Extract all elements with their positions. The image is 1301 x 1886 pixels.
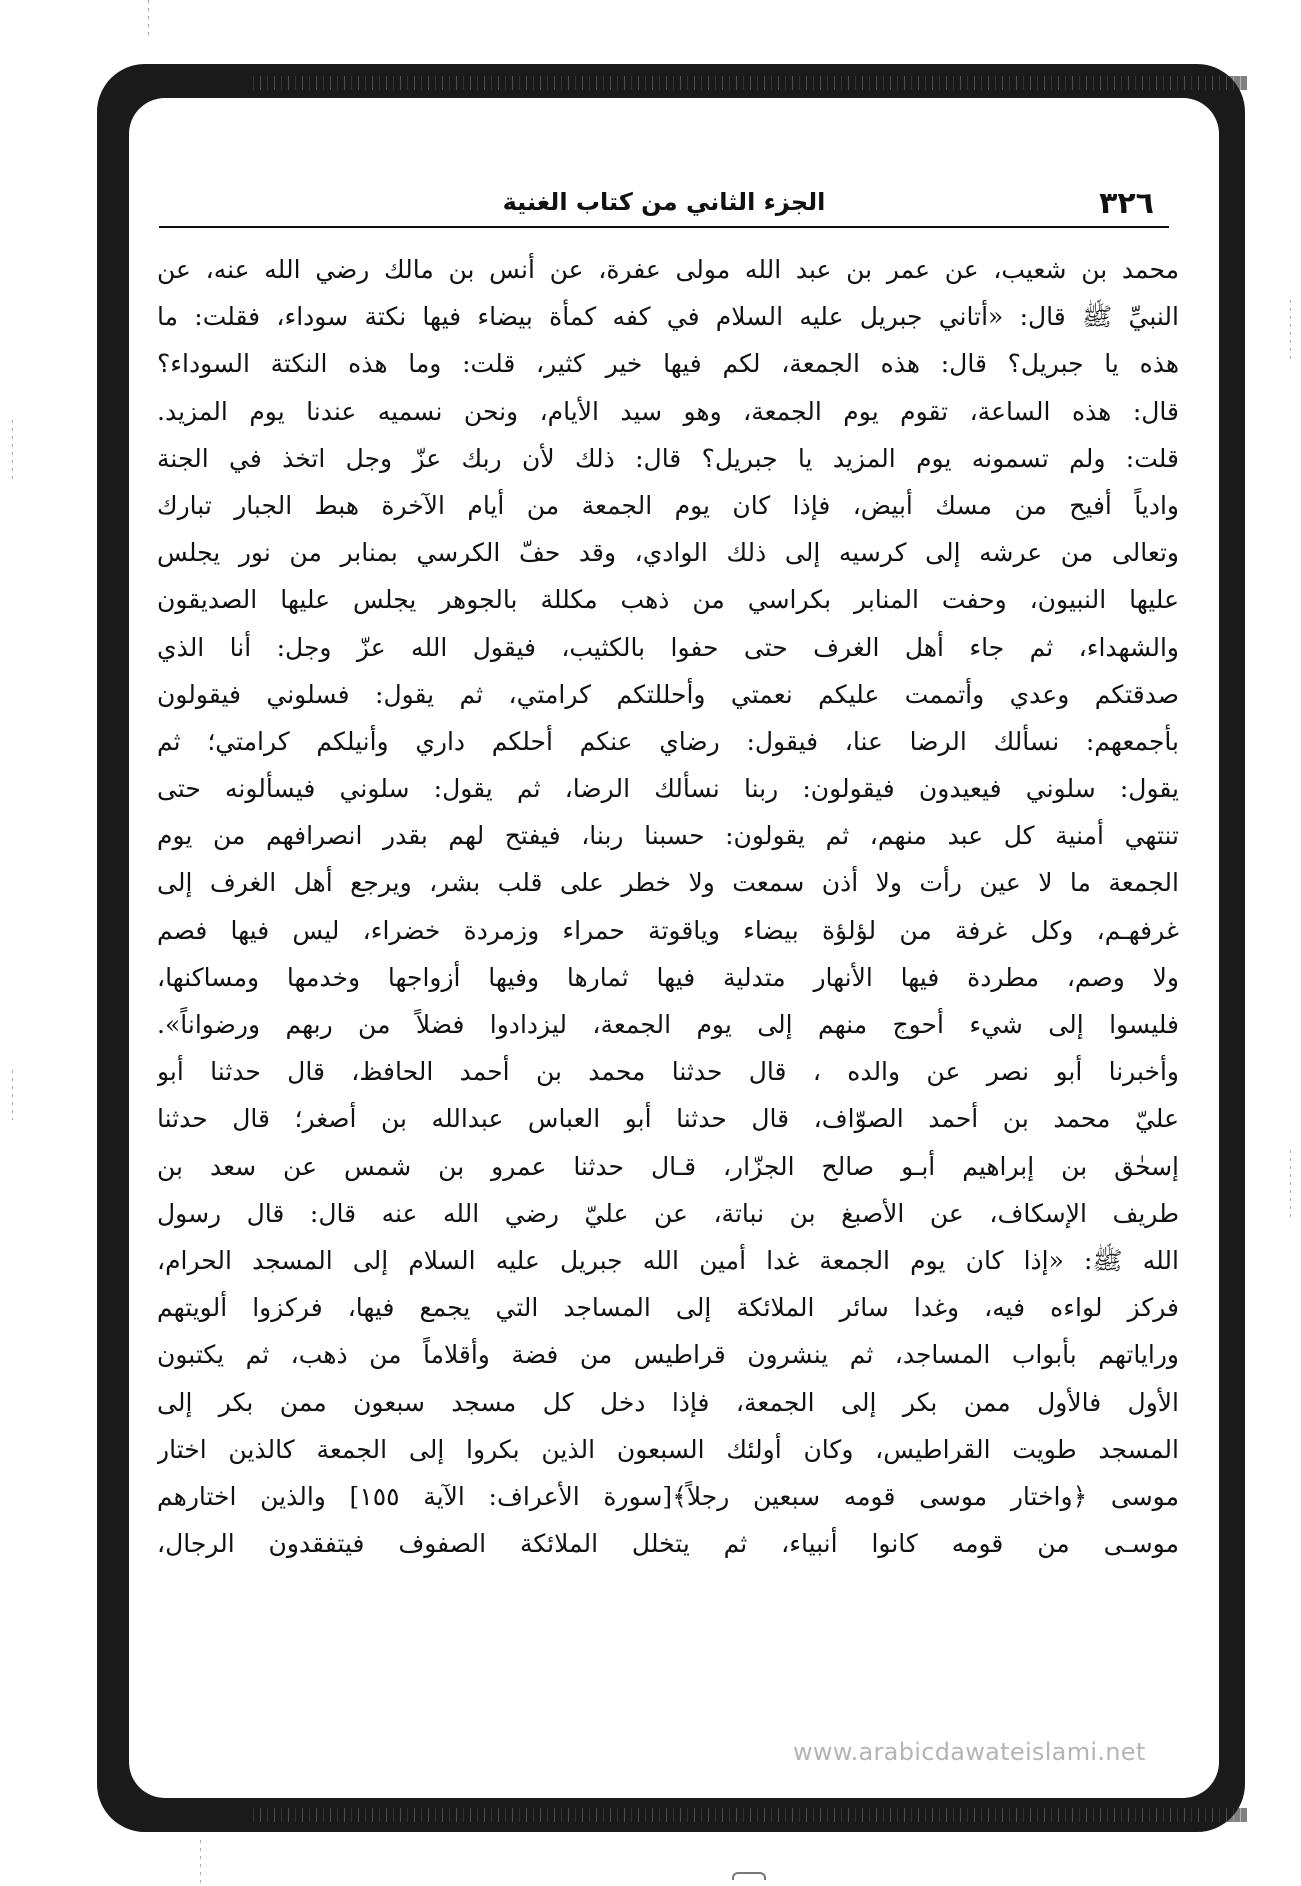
frame-scan-noise: [247, 1808, 1247, 1822]
text-line: الله ﷺ: «إذا كان يوم الجمعة غدا أمين الله جبريل عليه السلام إلى المسجد الحرام،: [157, 1245, 1179, 1275]
text-line: غرفهـم، وكل غرفة من لؤلؤة بيضاء وياقوتة حمراء وزمردة خضراء، ليس فيها فصم: [157, 915, 1179, 945]
text-line: موسـى من قومه كانوا أنبياء، ثم يتخلل الملائكة الصفوف فيتفقدون الرجال،: [157, 1529, 1179, 1559]
text-line: فليسوا إلى شيء أحوج منهم إلى يوم الجمعة، ليزدادوا فضلاً من ربهم ورضواناً».: [157, 1010, 1179, 1039]
text-line: وراياتهم بأبواب المساجد، ثم ينشرون قراطيس من فضة وأقلاماً من ذهب، ثم يكتبون: [157, 1340, 1179, 1370]
scan-artifact: [200, 1840, 201, 1886]
text-line: الأول فالأول ممن بكر إلى الجمعة، فإذا دخل كل مسجد سبعون ممن بكر إلى: [157, 1387, 1179, 1417]
text-line: محمد بن شعيب، عن عمر بن عبد الله مولى عفرة، عن أنس بن مالك رضي الله عنه، عن: [157, 255, 1179, 284]
text-line: هذه يا جبريل؟ قال: هذه الجمعة، لكم فيها خير كثير، قلت: وما هذه النكتة السوداء؟: [157, 349, 1179, 379]
text-line: فركز لواءه فيه، وغدا سائر الملائكة إلى المساجد التي يجمع فيها، فركزوا ألويتهم: [157, 1293, 1179, 1323]
text-line: المسجد طويت القراطيس، وكان أولئك السبعون الذين بكروا إلى الجمعة كالذين اختار: [157, 1434, 1179, 1464]
text-line: طريف الإسكاف، عن الأصبغ بن نباتة، عن عليّ رضي الله عنه قال: قال رسول: [157, 1198, 1179, 1228]
text-line: وتعالى من عرشه إلى كرسيه إلى ذلك الوادي، وقد حفّ الكرسي بمنابر من نور يجلس: [157, 538, 1179, 568]
page-header: [159, 186, 1169, 228]
body-text: [157, 246, 1179, 1567]
text-line: يقول: سلوني فيعيدون فيقولون: ربنا نسألك الرضا، ثم يقول: سلوني فيسألونه حتى: [157, 774, 1179, 804]
text-line: صدقتكم وعدي وأتممت عليكم نعمتي وأحللتكم كرامتي، ثم يقول: فسلوني فيقولون: [157, 679, 1179, 709]
text-line: عليّ محمد بن أحمد الصوّاف، قال حدثنا أبو العباس عبدالله بن أصغر؛ قال حدثنا: [157, 1104, 1179, 1134]
text-line: والشهداء، ثم جاء أهل الغرف حتى حفوا بالكثيب، فيقول الله عزّ وجل: أنا الذي: [157, 632, 1179, 662]
text-line: وأخبرنا أبو نصر عن والده ، قال حدثنا محمد بن أحمد الحافظ، قال حدثنا أبو: [157, 1057, 1179, 1087]
scan-artifact: [1290, 300, 1291, 360]
source-watermark: www.arabicdawateislami.net: [793, 1738, 1146, 1766]
text-line: قال: هذه الساعة، تقوم يوم الجمعة، وهو سيد الأيام، ونحن نسميه عندنا يوم المزيد.: [157, 396, 1179, 426]
scan-artifact: [12, 420, 13, 480]
page-number: ٣٢٦: [1099, 186, 1154, 221]
document-page: [129, 98, 1219, 1798]
text-line: موسى ﴿واختار موسى قومه سبعين رجلاً﴾[سورة الأعراف: الآية ١٥٥] والذين اختارهم: [157, 1481, 1179, 1511]
scan-artifact: [12, 1070, 13, 1120]
book-title: الجزء الثاني من كتاب الغنية: [502, 188, 826, 216]
frame-scan-noise: [247, 76, 1247, 90]
text-line: قلت: ولم تسمونه يوم المزيد يا جبريل؟ قال: ذلك لأن ربك عزّ وجل اتخذ في الجنة: [157, 443, 1179, 473]
scan-artifact: [732, 1872, 766, 1880]
text-line: إسحٰق بن إبراهيم أبـو صالح الجزّار، قـال حدثنا عمرو بن شمس عن سعد بن: [157, 1151, 1179, 1181]
text-line: وادياً أفيح من مسك أبيض، فإذا كان يوم الجمعة من أيام الآخرة هبط الجبار تبارك: [157, 490, 1179, 520]
scan-artifact: [148, 0, 149, 40]
scan-artifact: [1290, 1150, 1291, 1220]
text-line: الجمعة ما لا عين رأت ولا أذن سمعت ولا خطر على قلب بشر، ويرجع أهل الغرف إلى: [157, 868, 1179, 898]
text-line: النبيِّ ﷺ قال: «أتاني جبريل عليه السلام في كفه كمأة بيضاء فيها نكتة سوداء، فقلت: ما: [157, 302, 1179, 332]
text-line: تنتهي أمنية كل عبد منهم، ثم يقولون: حسبنا ربنا، فيفتح لهم بقدر انصرافهم من يوم: [157, 821, 1179, 851]
text-line: بأجمعهم: نسألك الرضا عنا، فيقول: رضاي عنكم أحلكم داري وأنيلكم كرامتي؛ ثم: [157, 726, 1179, 756]
text-line: عليها النبيون، وحفت المنابر بكراسي من ذهب مكللة بالجوهر يجلس عليها الصديقون: [157, 585, 1179, 615]
text-line: ولا وصم، مطردة فيها الأنهار متدلية فيها ثمارها وفيها أزواجها وخدمها ومساكنها،: [157, 962, 1179, 992]
